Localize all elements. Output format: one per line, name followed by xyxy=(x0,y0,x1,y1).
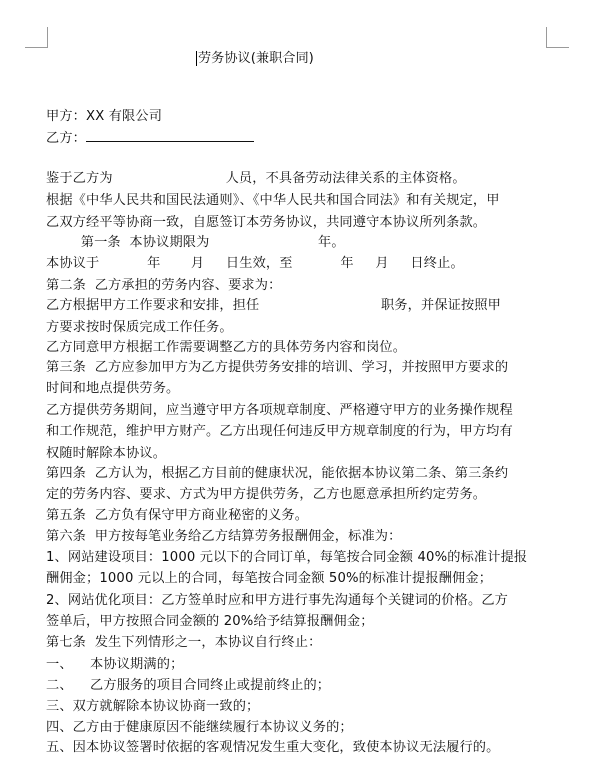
party-b-line xyxy=(46,129,254,148)
document-line: 乙双方经平等协商一致，自愿签订本劳务协议，共同遵守本协议所列条款。 xyxy=(46,215,487,230)
document-line: 五、因本协议签署时依据的客观情况发生重大变化，致使本协议无法履行的。 xyxy=(46,740,500,755)
document-line: 二、 乙方服务的项目合同终止或提前终止的； xyxy=(46,678,331,693)
document-line: 本协议于 年 月 日生效，至 年 月 日终止。 xyxy=(46,256,464,271)
document-line: 三、双方就解除本协议协商一致的； xyxy=(46,699,260,714)
document-line: 乙方根据甲方工作要求和安排，担任 职务，并保证按照甲 xyxy=(46,298,502,313)
party-b-label: 乙方： xyxy=(46,131,87,146)
document-line: 和工作规范，维护甲方财产。乙方出现任何违反甲方规章制度的行为，甲方均有 xyxy=(46,424,513,439)
party-b-blank[interactable] xyxy=(86,129,254,142)
document-line: 第五条 乙方负有保守甲方商业秘密的义务。 xyxy=(46,508,309,523)
crop-mark-top-right xyxy=(546,27,569,48)
document-line: 第二条 乙方承担的劳务内容、要求为： xyxy=(46,278,282,293)
document-title: 劳务协议(兼职合同) xyxy=(198,51,314,66)
document-line: 第六条 甲方按每笔业务给乙方结算劳务报酬佣金，标准为： xyxy=(46,529,402,544)
document-line: 第一条 本协议期限为 年。 xyxy=(46,235,345,250)
document-line: 四、乙方由于健康原因不能继续履行本协议义务的； xyxy=(46,720,353,735)
crop-mark-top-left xyxy=(25,27,48,48)
party-a-line: 甲方：XX 有限公司 xyxy=(46,109,163,124)
text-cursor xyxy=(196,51,197,66)
document-line: 权随时解除本协议。 xyxy=(46,446,167,461)
document-line: 一、 本协议期满的； xyxy=(46,657,184,672)
document-line: 乙方同意甲方根据工作需要调整乙方的具体劳务内容和岗位。 xyxy=(46,340,407,355)
document-line: 乙方提供劳务期间，应当遵守甲方各项规章制度、严格遵守甲方的业务操作规程 xyxy=(46,403,513,418)
document-line: 时间和地点提供劳务。 xyxy=(46,381,180,396)
document-line: 第七条 发生下列情形之一，本协议自行终止： xyxy=(46,635,322,650)
document-line: 1、网站建设项目：1000 元以下的合同订单，每笔按合同金额 40%的标准计提报 xyxy=(46,550,528,565)
document-line: 2、网站优化项目：乙方签单时应和甲方进行事先沟通每个关键词的价格。乙方 xyxy=(46,593,509,608)
document-line: 酬佣金；1000 元以上的合同，每笔按合同金额 50%的标准计提报酬佣金； xyxy=(46,571,493,586)
document-line: 签单后，甲方按照合同金额的 20%给予结算报酬佣金； xyxy=(46,614,374,629)
document-line: 根据《中华人民共和国民法通则》、《中华人民共和国合同法》和有关规定，甲 xyxy=(46,193,500,208)
document-line: 定的劳务内容、要求、方式为甲方提供劳务，乙方也愿意承担所约定劳务。 xyxy=(46,487,487,502)
document-line: 第四条 乙方认为，根据乙方目前的健康状况，能依据本协议第二条、第三条约 xyxy=(46,466,509,481)
document-line: 第三条 乙方应参加甲方为乙方提供劳务安排的培训、学习，并按照甲方要求的 xyxy=(46,360,509,375)
document-line: 鉴于乙方为 人员，不具备劳动法律关系的主体资格。 xyxy=(46,171,466,186)
document-line: 方要求按时保质完成工作任务。 xyxy=(46,320,233,335)
